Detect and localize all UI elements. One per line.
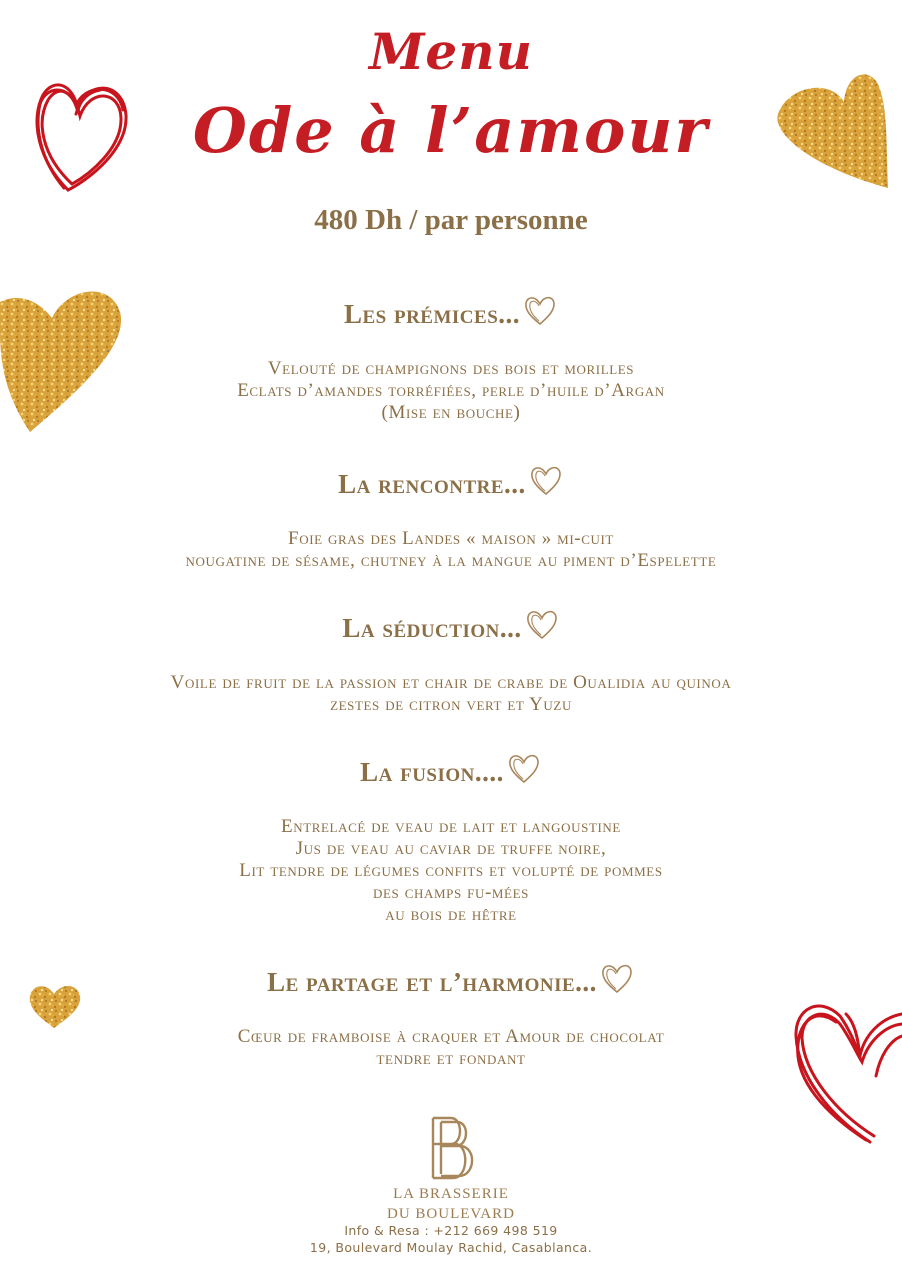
brasserie-logo	[0, 1114, 902, 1222]
heart-outline-icon	[528, 462, 564, 498]
course-heading: Les prémices...	[344, 292, 558, 330]
heart-outline-icon	[599, 960, 635, 996]
dish-line: Voile de fruit de la passion et chair de crabe de Oualidia au quinoa	[170, 672, 732, 693]
menu-main-title: Ode à l’amour	[192, 94, 710, 167]
dish-line: Entrelacé de veau de lait et langoustine	[281, 816, 621, 837]
price-per-person: 480 Dh / par personne	[314, 204, 588, 236]
course-heading: Le partage et l’harmonie...	[267, 960, 635, 998]
dish-line: zestes de citron vert et Yuzu	[330, 694, 572, 715]
brasserie-name-line2: DU BOULEVARD	[387, 1206, 515, 1222]
dish-line: tendre et fondant	[376, 1048, 526, 1069]
course-heading: La séduction...	[342, 606, 559, 644]
course-section	[0, 606, 902, 716]
dish-line: Eclats d’amandes torréfiées, perle d’huile d’Argan	[237, 380, 665, 401]
course-heading: La rencontre...	[338, 462, 564, 500]
course-section	[0, 960, 902, 1070]
course-section	[0, 750, 902, 926]
phone-info: Info & Resa : +212 669 498 519	[344, 1223, 558, 1238]
course-section	[0, 292, 902, 424]
course-section	[0, 462, 902, 572]
heart-outline-icon	[522, 292, 558, 328]
dish-line: Velouté de champignons des bois et morilles	[267, 358, 635, 379]
dish-line: au bois de hêtre	[385, 904, 517, 925]
dish-line: (Mise en bouche)	[381, 402, 521, 423]
dish-line: des champs fu-mées	[373, 882, 529, 903]
dish-line: Jus de veau au caviar de truffe noire,	[295, 838, 607, 859]
dish-line: Foie gras des Landes « maison » mi-cuit	[288, 528, 614, 549]
heart-outline-icon	[524, 606, 560, 642]
bb-monogram-icon	[419, 1114, 483, 1182]
contact-info	[0, 1222, 902, 1256]
dish-line: nougatine de sésame, chutney à la mangue au piment d’Espelette	[185, 550, 717, 571]
dish-line: Cœur de framboise à craquer et Amour de chocolat	[237, 1026, 665, 1047]
course-heading: La fusion....	[360, 750, 542, 788]
address: 19, Boulevard Moulay Rachid, Casablanca.	[309, 1240, 593, 1255]
menu-title: Menu	[369, 22, 533, 81]
brasserie-name-line1: LA BRASSERIE	[393, 1186, 509, 1202]
dish-line: Lit tendre de légumes confits et volupté de pommes	[239, 860, 663, 881]
heart-outline-icon	[506, 750, 542, 786]
